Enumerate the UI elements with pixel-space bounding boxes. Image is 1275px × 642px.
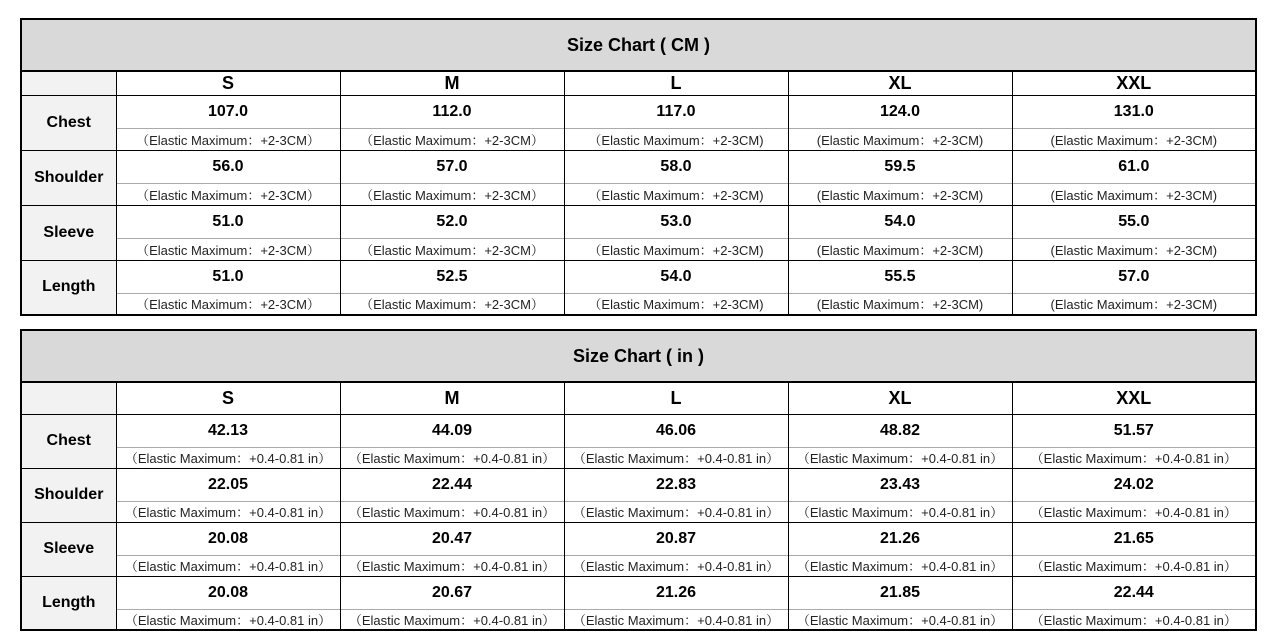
row-label-shoulder: Shoulder <box>21 468 116 522</box>
measurement-value: 58.0 <box>564 150 788 183</box>
elastic-note: （Elastic Maximum：+0.4-0.81 in） <box>564 555 788 576</box>
measurement-value: 24.02 <box>1012 468 1256 501</box>
elastic-note: (Elastic Maximum：+2-3CM) <box>1012 293 1256 315</box>
elastic-note: （Elastic Maximum：+0.4-0.81 in） <box>340 447 564 468</box>
elastic-note: (Elastic Maximum：+2-3CM) <box>788 293 1012 315</box>
measurement-value: 21.85 <box>788 576 1012 609</box>
measurement-value: 46.06 <box>564 414 788 447</box>
table-title: Size Chart ( CM ) <box>21 19 1256 71</box>
corner-cell <box>21 71 116 95</box>
measurement-value: 51.57 <box>1012 414 1256 447</box>
measurement-value: 20.67 <box>340 576 564 609</box>
note-row <box>21 183 1256 205</box>
size-chart-cm-table <box>20 18 1257 316</box>
measurement-value: 51.0 <box>116 205 340 238</box>
size-chart-in-table <box>20 329 1257 631</box>
size-header-l: L <box>564 71 788 95</box>
elastic-note: （Elastic Maximum：+2-3CM) <box>564 128 788 150</box>
table-row <box>21 205 1256 238</box>
elastic-note: （Elastic Maximum：+0.4-0.81 in） <box>564 609 788 630</box>
measurement-value: 53.0 <box>564 205 788 238</box>
measurement-value: 22.44 <box>340 468 564 501</box>
row-label-sleeve: Sleeve <box>21 522 116 576</box>
elastic-note: （Elastic Maximum：+0.4-0.81 in） <box>1012 447 1256 468</box>
elastic-note: （Elastic Maximum：+2-3CM) <box>564 183 788 205</box>
row-label-chest: Chest <box>21 95 116 150</box>
elastic-note: （Elastic Maximum：+2-3CM） <box>340 183 564 205</box>
elastic-note: (Elastic Maximum：+2-3CM) <box>788 238 1012 260</box>
measurement-value: 21.26 <box>788 522 1012 555</box>
elastic-note: （Elastic Maximum：+0.4-0.81 in） <box>788 555 1012 576</box>
measurement-value: 22.05 <box>116 468 340 501</box>
elastic-note: （Elastic Maximum：+0.4-0.81 in） <box>1012 609 1256 630</box>
elastic-note: （Elastic Maximum：+0.4-0.81 in） <box>788 609 1012 630</box>
measurement-value: 107.0 <box>116 95 340 128</box>
elastic-note: （Elastic Maximum：+0.4-0.81 in） <box>788 501 1012 522</box>
elastic-note: （Elastic Maximum：+2-3CM） <box>116 238 340 260</box>
measurement-value: 20.08 <box>116 522 340 555</box>
note-row <box>21 447 1256 468</box>
elastic-note: （Elastic Maximum：+0.4-0.81 in） <box>116 555 340 576</box>
elastic-note: （Elastic Maximum：+0.4-0.81 in） <box>1012 501 1256 522</box>
elastic-note: （Elastic Maximum：+0.4-0.81 in） <box>116 609 340 630</box>
table-row <box>21 150 1256 183</box>
size-header-m: M <box>340 382 564 414</box>
elastic-note: （Elastic Maximum：+0.4-0.81 in） <box>116 447 340 468</box>
elastic-note: （Elastic Maximum：+2-3CM） <box>340 238 564 260</box>
size-header-xxl: XXL <box>1012 382 1256 414</box>
row-label-length: Length <box>21 576 116 630</box>
size-header-s: S <box>116 71 340 95</box>
measurement-value: 48.82 <box>788 414 1012 447</box>
measurement-value: 57.0 <box>1012 260 1256 293</box>
measurement-value: 54.0 <box>564 260 788 293</box>
measurement-value: 22.44 <box>1012 576 1256 609</box>
measurement-value: 56.0 <box>116 150 340 183</box>
measurement-value: 57.0 <box>340 150 564 183</box>
elastic-note: （Elastic Maximum：+0.4-0.81 in） <box>340 609 564 630</box>
elastic-note: （Elastic Maximum：+2-3CM） <box>116 293 340 315</box>
elastic-note: （Elastic Maximum：+0.4-0.81 in） <box>564 501 788 522</box>
elastic-note: (Elastic Maximum：+2-3CM) <box>788 128 1012 150</box>
measurement-value: 61.0 <box>1012 150 1256 183</box>
table-row <box>21 95 1256 128</box>
size-header-l: L <box>564 382 788 414</box>
note-row <box>21 293 1256 315</box>
size-header-row <box>21 71 1256 95</box>
table-title: Size Chart ( in ) <box>21 330 1256 382</box>
row-label-shoulder: Shoulder <box>21 150 116 205</box>
note-row <box>21 555 1256 576</box>
row-label-sleeve: Sleeve <box>21 205 116 260</box>
size-header-m: M <box>340 71 564 95</box>
elastic-note: (Elastic Maximum：+2-3CM) <box>788 183 1012 205</box>
note-row <box>21 128 1256 150</box>
measurement-value: 55.5 <box>788 260 1012 293</box>
measurement-value: 54.0 <box>788 205 1012 238</box>
elastic-note: （Elastic Maximum：+2-3CM） <box>116 183 340 205</box>
table-row <box>21 468 1256 501</box>
elastic-note: （Elastic Maximum：+0.4-0.81 in） <box>564 447 788 468</box>
size-header-xl: XL <box>788 382 1012 414</box>
measurement-value: 52.5 <box>340 260 564 293</box>
table-row <box>21 260 1256 293</box>
size-header-xl: XL <box>788 71 1012 95</box>
measurement-value: 131.0 <box>1012 95 1256 128</box>
table-row <box>21 414 1256 447</box>
measurement-value: 42.13 <box>116 414 340 447</box>
measurement-value: 21.65 <box>1012 522 1256 555</box>
measurement-value: 22.83 <box>564 468 788 501</box>
elastic-note: (Elastic Maximum：+2-3CM) <box>1012 238 1256 260</box>
row-label-length: Length <box>21 260 116 315</box>
elastic-note: （Elastic Maximum：+2-3CM) <box>564 293 788 315</box>
elastic-note: （Elastic Maximum：+0.4-0.81 in） <box>116 501 340 522</box>
elastic-note: （Elastic Maximum：+0.4-0.81 in） <box>340 555 564 576</box>
measurement-value: 124.0 <box>788 95 1012 128</box>
note-row <box>21 609 1256 630</box>
measurement-value: 117.0 <box>564 95 788 128</box>
measurement-value: 59.5 <box>788 150 1012 183</box>
measurement-value: 20.87 <box>564 522 788 555</box>
measurement-value: 55.0 <box>1012 205 1256 238</box>
elastic-note: （Elastic Maximum：+0.4-0.81 in） <box>340 501 564 522</box>
size-header-row <box>21 382 1256 414</box>
measurement-value: 23.43 <box>788 468 1012 501</box>
measurement-value: 20.47 <box>340 522 564 555</box>
table-row <box>21 522 1256 555</box>
note-row <box>21 501 1256 522</box>
measurement-value: 112.0 <box>340 95 564 128</box>
elastic-note: (Elastic Maximum：+2-3CM) <box>1012 183 1256 205</box>
elastic-note: （Elastic Maximum：+0.4-0.81 in） <box>1012 555 1256 576</box>
size-header-xxl: XXL <box>1012 71 1256 95</box>
table-row <box>21 576 1256 609</box>
elastic-note: （Elastic Maximum：+0.4-0.81 in） <box>788 447 1012 468</box>
measurement-value: 44.09 <box>340 414 564 447</box>
row-label-chest: Chest <box>21 414 116 468</box>
measurement-value: 51.0 <box>116 260 340 293</box>
size-header-s: S <box>116 382 340 414</box>
elastic-note: （Elastic Maximum：+2-3CM） <box>116 128 340 150</box>
measurement-value: 21.26 <box>564 576 788 609</box>
corner-cell <box>21 382 116 414</box>
measurement-value: 20.08 <box>116 576 340 609</box>
note-row <box>21 238 1256 260</box>
elastic-note: （Elastic Maximum：+2-3CM) <box>564 238 788 260</box>
elastic-note: (Elastic Maximum：+2-3CM) <box>1012 128 1256 150</box>
elastic-note: （Elastic Maximum：+2-3CM） <box>340 293 564 315</box>
measurement-value: 52.0 <box>340 205 564 238</box>
elastic-note: （Elastic Maximum：+2-3CM） <box>340 128 564 150</box>
